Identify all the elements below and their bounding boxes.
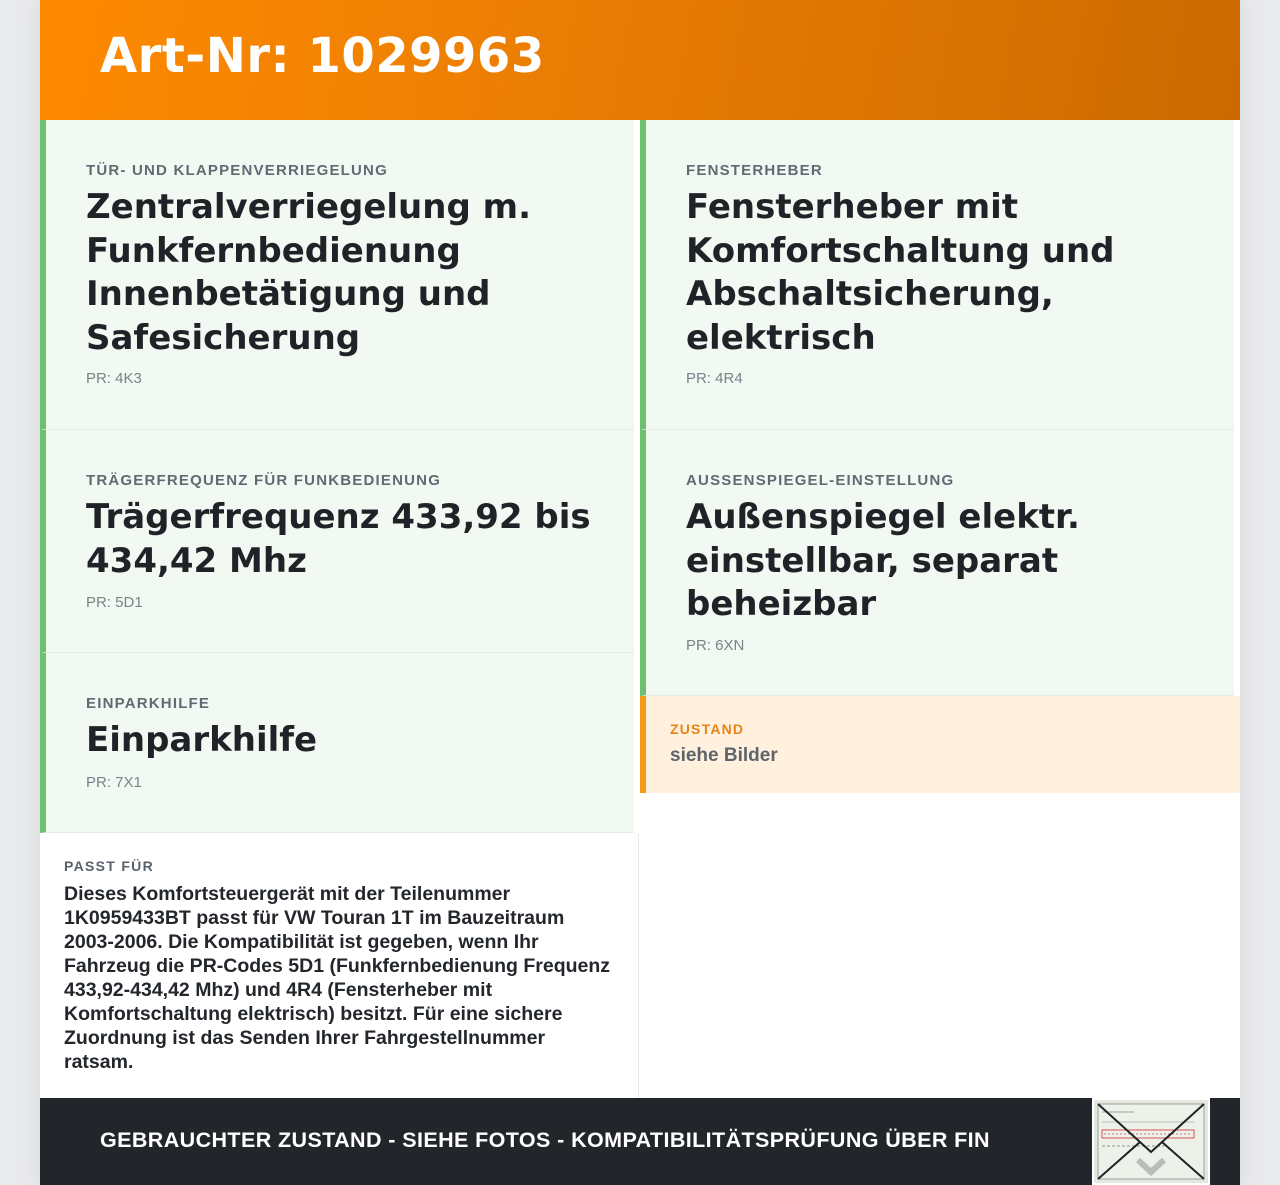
product-sheet [40,0,1240,1185]
feature-label: TÜR- UND KLAPPENVERRIEGELUNG [86,162,388,179]
compatibility-section [40,833,639,1098]
feature-card-parking-aid [40,653,634,833]
feature-pr-code: PR: 7X1 [86,774,142,791]
feature-card-mirror-adjustment [640,430,1234,696]
feature-label: TRÄGERFREQUENZ FÜR FUNKBEDIENUNG [86,472,442,489]
feature-value: Trägerfrequenz 433,92 bis 434,42 Mhz [86,497,591,581]
feature-card-door-locking [40,120,634,430]
feature-pr-code: PR: 5D1 [86,594,143,611]
feature-pr-code: PR: 4R4 [686,370,743,387]
feature-pr-code: PR: 6XN [686,637,745,654]
vehicle-document-photo-icon[interactable] [1092,1098,1210,1185]
feature-card-carrier-frequency [40,430,634,653]
feature-value: Fensterheber mit Komfortschaltung und Abschaltsicherung, elektrisch [686,187,1115,358]
feature-value: Einparkhilfe [86,720,318,760]
footer-bar [40,1098,1240,1185]
compatibility-label: PASST FÜR [64,858,154,874]
condition-label: ZUSTAND [670,721,745,737]
feature-label: FENSTERHEBER [686,162,823,179]
header-banner [40,0,1240,120]
article-number-title: Art-Nr: 1029963 [100,28,545,84]
feature-value: Außenspiegel elektr. einstellbar, separat beheizbar [686,497,1080,624]
footer-note: GEBRAUCHTER ZUSTAND - SIEHE FOTOS - KOMPATIBILITÄTSPRÜFUNG ÜBER FIN [100,1128,990,1152]
feature-value: Zentralverriegelung m. Funkfernbedienung Innenbetätigung und Safesicherung [86,187,531,358]
feature-pr-code: PR: 4K3 [86,370,142,387]
feature-label: AUSSENSPIEGEL-EINSTELLUNG [686,472,955,489]
feature-label: EINPARKHILFE [86,695,211,712]
condition-box [640,696,1240,793]
condition-value: siehe Bilder [670,745,778,766]
compatibility-text: Dieses Komfortsteuergerät mit der Teilenummer 1K0959433BT passt für VW Touran 1T im Bauzeitraum 2003-2006. Die Kompatibilität ist gegeben, wenn Ihr Fahrzeug die PR-Codes 5D1 (Funkfernbedienung Frequenz 433,92-434,42 Mhz) und 4R4 (Fensterheber mit Komfortschaltung elektrisch) besitzt. Für eine sichere Zuordnung ist das Senden Ihrer Fahrgestellnummer ratsam. [64,883,611,1073]
feature-card-window-lifter [640,120,1234,430]
